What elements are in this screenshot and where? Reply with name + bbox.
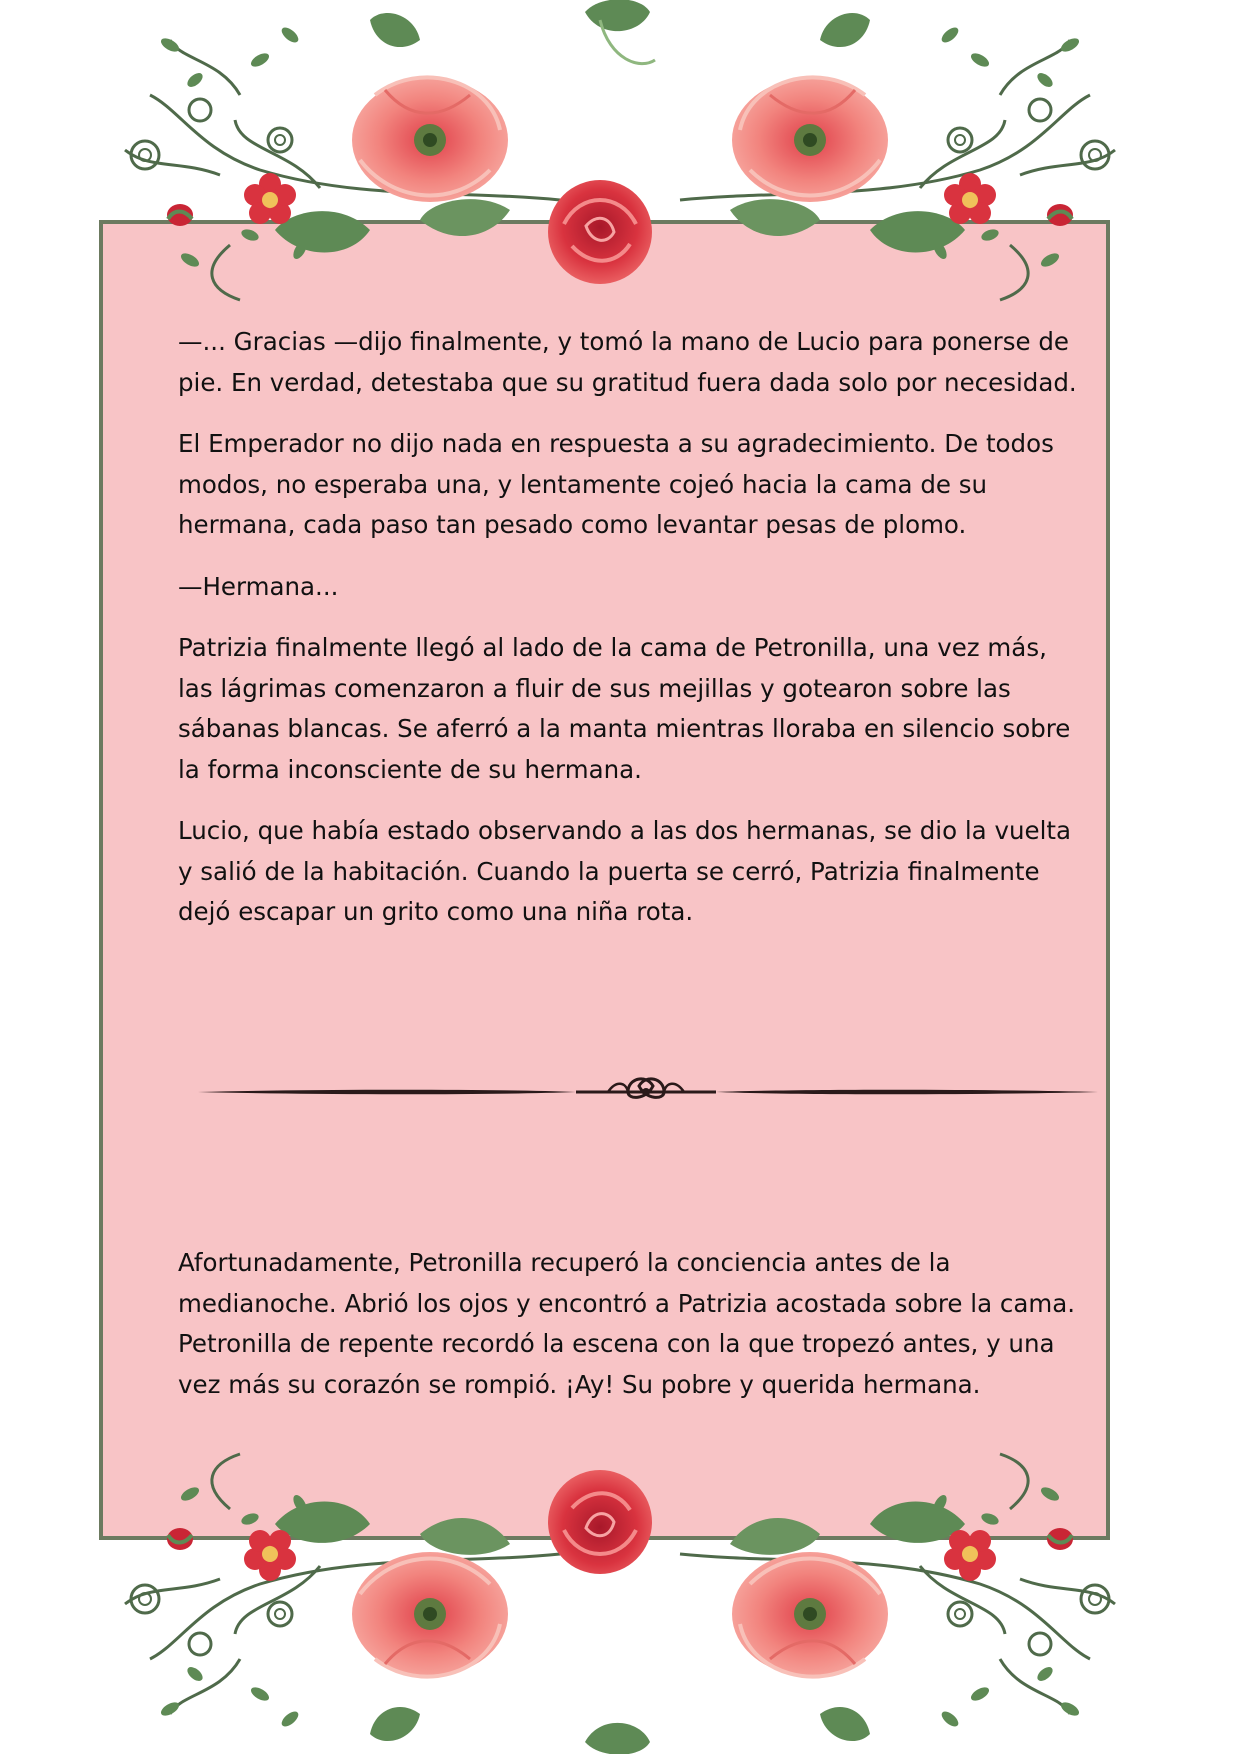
paragraph: —Hermana... xyxy=(178,571,339,601)
paragraph: Lucio, que había estado observando a las dos hermanas, se dio la vuelta y salió de la habitación. Cuando la puerta se cerró, Patrizia finalmente dejó escapar un grito como una niña rota. xyxy=(178,816,1072,926)
paragraph: El Emperador no dijo nada en respuesta a su agradecimiento. De todos modos, no esperaba una, y lentamente cojeó hacia la cama de su hermana, cada paso tan pesado como levantar pesas de plomo. xyxy=(178,429,1054,539)
story-text-top xyxy=(178,322,1078,954)
paragraph: Afortunadamente, Petronilla recuperó la conciencia antes de la medianoche. Abrió los ojos y encontró a Patrizia acostada sobre la cama. Petronilla de repente recordó la escena con la que tropezó antes, y una vez más su corazón se rompió. ¡Ay! Su pobre y querida hermana. xyxy=(178,1248,1076,1399)
paragraph: —... Gracias —dijo finalmente, y tomó la mano de Lucio para ponerse de pie. En verdad, detestaba que su gratitud fuera dada solo por necesidad. xyxy=(178,327,1077,397)
story-text-bottom xyxy=(178,1243,1078,1405)
paragraph: Patrizia finalmente llegó al lado de la cama de Petronilla, una vez más, las lágrimas comenzaron a fluir de sus mejillas y gotearon sobre las sábanas blancas. Se aferró a la manta mientras lloraba en silencio sobre la forma inconsciente de su hermana. xyxy=(178,633,1071,784)
